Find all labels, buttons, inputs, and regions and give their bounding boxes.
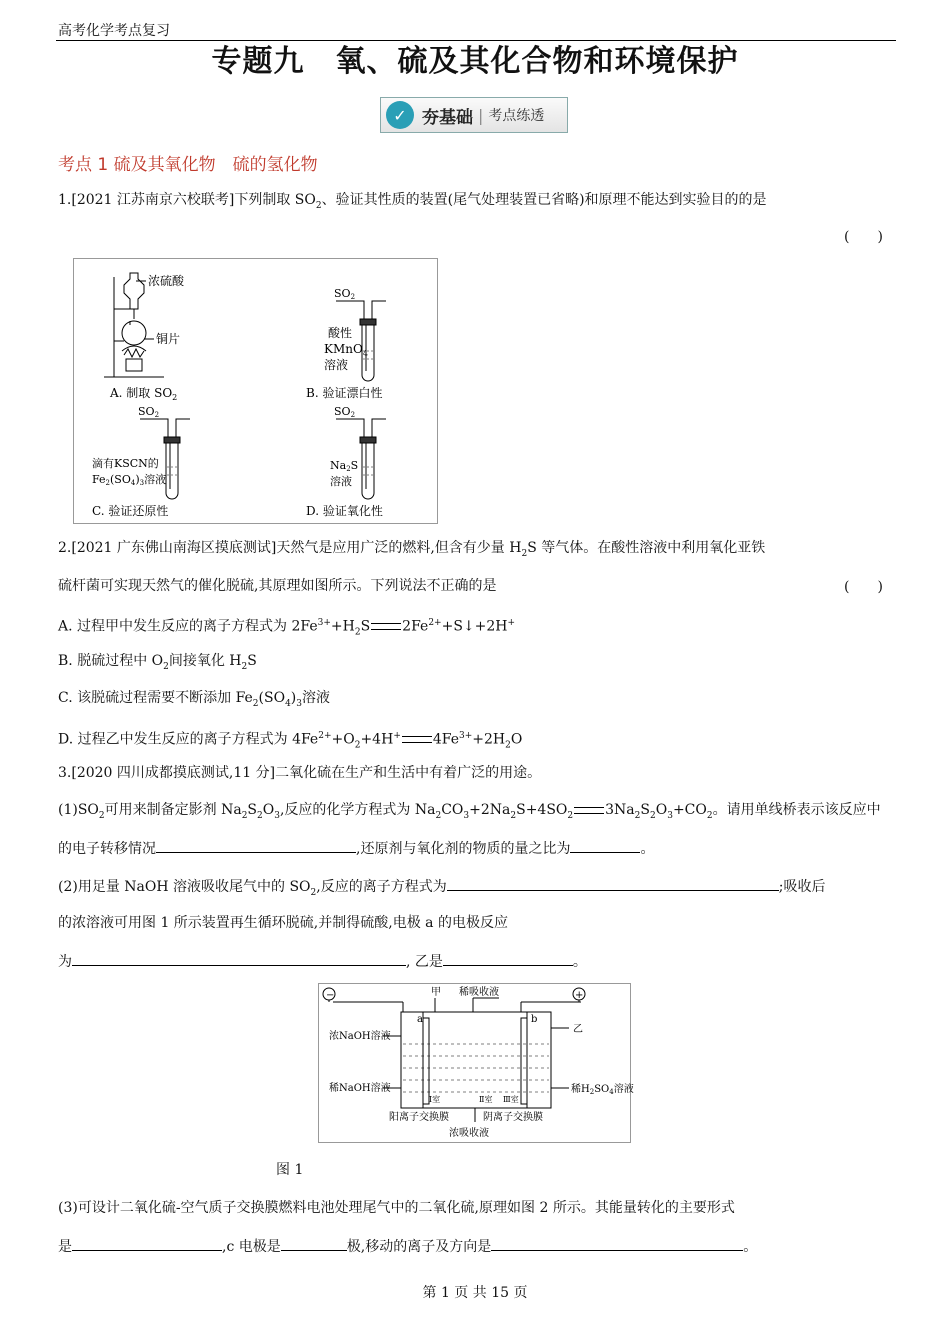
page-title: 专题九 氧、硫及其化合物和环境保护 [211,44,739,79]
d-label-3: 溶液 [330,475,352,488]
label-anion-membrane: 阴离子交换膜 [483,1112,543,1123]
d-gas-label: SO2 [334,405,356,419]
blank-yi[interactable] [443,951,573,966]
label-electrode-b: b [531,1014,538,1025]
label-room-3: Ⅲ室 [503,1095,519,1104]
blank-mole-ratio[interactable] [570,838,640,853]
b-label-1: 酸性 [328,326,353,340]
section-heading: 考点 1 硫及其氧化物 硫的氢化物 [58,155,318,175]
label-electrode-a: a [417,1014,423,1025]
q1-stem: 1.[2021 江苏南京六校联考]下列制取 $SO_2$、验证其性质的装置(尾气处理装置已省略)和原理不能达到实验目的的是 [58,192,767,211]
q2-option-b: B. 脱硫过程中 $O_2$间接氧化 $H_2S$ [58,653,257,672]
blank-ion-direction[interactable] [491,1236,743,1251]
minus-terminal: − [326,990,335,1001]
q1-apparatus-figure [73,258,438,524]
d-caption: D. 验证氧化性 [306,504,383,518]
b-label-3: 溶液 [324,358,349,372]
label-yi: 乙 [573,1024,583,1035]
a-solid-label: 铜片 [156,332,181,346]
label-conc-naoh: 浓NaOH溶液 [329,1031,391,1042]
c-caption: C. 验证还原性 [92,504,169,518]
blank-electrode-c[interactable] [281,1236,347,1251]
c-label-1: 滴有KSCN的 [92,457,159,470]
d-label-1: Na2S [330,459,359,473]
figure-1-electrolysis [318,983,634,1143]
b-gas-label: SO2 [334,287,356,301]
section-badge [380,97,568,133]
label-room-2: Ⅱ室 [479,1095,493,1104]
badge-divider: | [478,105,484,125]
header-label: 高考化学考点复习 [58,23,170,39]
c-gas-label: SO2 [138,405,160,419]
blank-ionic-equation[interactable] [447,876,779,891]
blank-energy-form[interactable] [72,1236,222,1251]
a-caption: A. 制取 $SO_2$ [110,386,178,402]
q3-part3-line1: (3)可设计二氧化硫-空气质子交换膜燃料电池处理尾气中的二氧化硫,原理如图 2 所示。其能量转化的主要形式 [58,1200,735,1216]
page-footer: 第 1 页 共 15 页 [422,1285,528,1301]
label-conc-absorbent: 浓吸收液 [449,1128,489,1139]
label-room-1: Ⅰ室 [429,1095,441,1104]
figure-1-caption: 图 1 [276,1162,304,1178]
a-reagent-label: 浓硫酸 [148,274,185,288]
badge-sub: 考点练透 [488,108,545,124]
b-caption: B. 验证漂白性 [306,386,383,400]
q3-part1-line1: $(1)SO_2$可用来制备定影剂 $Na_2S_2O_3$,反应的化学方程式为 $Na_2CO_3+2Na_2S+4SO_2$ $3Na_2S_2O_3+CO_2$。请用单线桥表示该反应中 [58,802,881,821]
label-cation-membrane: 阳离子交换膜 [389,1112,449,1123]
q3-part2-line3: 为 , 乙是 。 [58,951,587,972]
q1-answer-paren: ( ) [844,229,883,245]
q3-part2-line1: (2)用足量 NaOH 溶液吸收尾气中的 $SO_2$,反应的离子方程式为 ;吸收后 [58,876,825,903]
label-dil-h2so4: 稀$H_2SO_4$溶液 [571,1084,634,1096]
q3-intro: 3.[2020 四川成都摸底测试,11 分]二氧化硫在生产和生活中有着广泛的用途。 [58,765,542,781]
label-dil-naoh: 稀NaOH溶液 [329,1083,391,1094]
q2-stem-1: 2.[2021 广东佛山南海区摸底测试]天然气是应用广泛的燃料,但含有少量 $H_2S$ 等气体。在酸性溶液中利用氧化亚铁 [58,540,766,559]
badge-main: 夯基础 [422,107,473,128]
label-jia: 甲 [431,987,441,998]
q2-answer-paren: ( ) [844,579,883,595]
blank-electron-transfer[interactable] [156,838,356,853]
q2-option-a: A. 过程甲中发生反应的离子方程式为 $2Fe^{3+}+H_2S$ $2Fe^{2+}+S↓+2H^+$ [58,618,516,638]
q3-part2-line2: 的浓溶液可用图 1 所示装置再生循环脱硫,并制得硫酸,电极 a 的电极反应 [58,915,508,931]
c-label-2: Fe2(SO4)3溶液 [92,473,167,487]
q2-stem-2: 硫杆菌可实现天然气的催化脱硫,其原理如图所示。下列说法不正确的是 [58,578,497,594]
q3-part3-line2: 是 ,c 电极是 极,移动的离子及方向是 。 [58,1236,757,1257]
q2-option-d: D. 过程乙中发生反应的离子方程式为 $4Fe^{2+}+O_2+4H^+$ $4Fe^{3+}+2H_2O$ [58,731,523,751]
electrolysis-svg [319,984,634,1142]
b-label-2: KMnO$_4$ [324,342,368,358]
blank-electrode-a[interactable] [72,951,406,966]
q3-part1-line2: 的电子转移情况 ,还原剂与氧化剂的物质的量之比为 。 [58,838,654,859]
label-dilute-absorbent: 稀吸收液 [459,987,499,998]
apparatus-svg [74,259,437,523]
q2-option-c: C. 该脱硫过程需要不断添加 $Fe_2(SO_4)_3$溶液 [58,690,330,709]
leaf-icon: ✓ [386,101,414,129]
plus-terminal: + [575,990,584,1001]
